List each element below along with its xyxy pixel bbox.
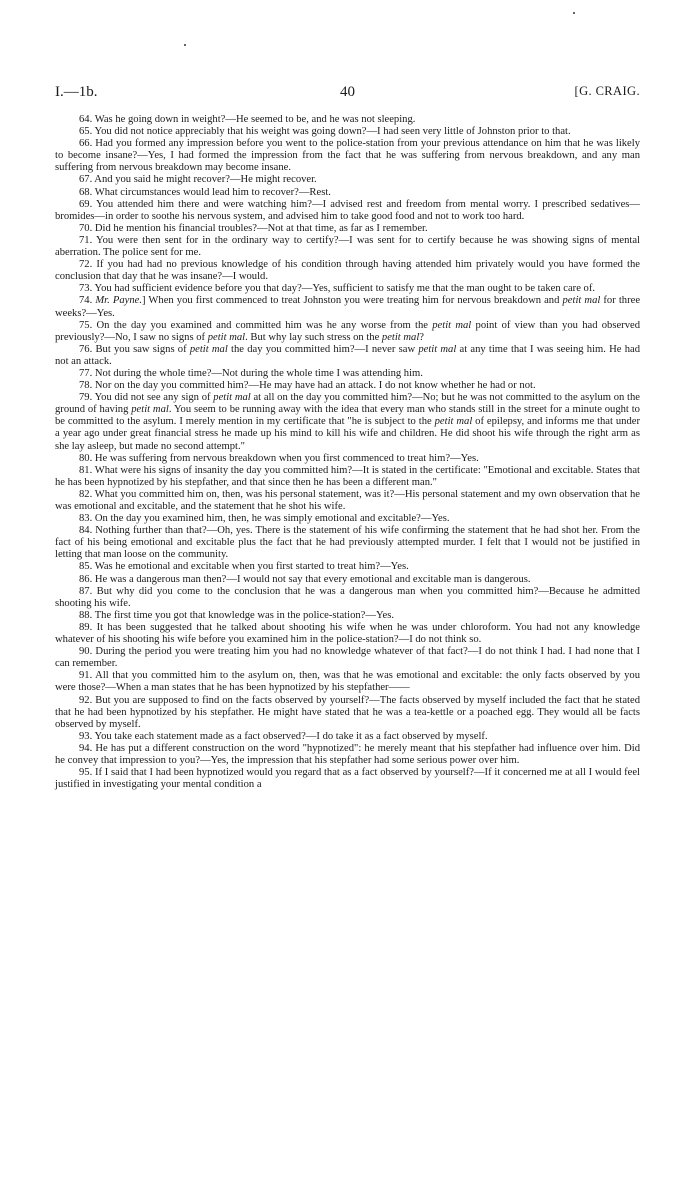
question-73: 73. You had sufficient evidence before you that day?—Yes, sufficient to satisfy me that the man ought to be taken care of. [79, 283, 596, 295]
testimony-body [55, 114, 640, 791]
question-83: 83. On the day you examined him, then, he was simply emotional and excitable?—Yes. [79, 513, 450, 525]
question-66: 66. Had you formed any impression before you went to the police-station from your previous attendance on him that he was likely to become insane?—Yes, I had formed the impression from the fact that he was suffering from nervous breakdown, and any man suffering from nervous breakdown may become insane. [55, 138, 640, 174]
question-80: 80. He was suffering from nervous breakdown when you first commenced to treat him?—Yes. [79, 452, 479, 464]
parliamentary-paper-number: I.—1b. [55, 84, 98, 100]
question-91: 91. All that you committed him to the asylum on, then, was that he was emotional and excitable: the only facts observed by you were those?—When a man states that he has been hypnotized by his stepfather—— [55, 670, 640, 694]
question-86: 86. He was a dangerous man then?—I would not say that every emotional and excitable man is dangerous. [79, 573, 531, 585]
page-header [55, 84, 640, 104]
question-81: 81. What were his signs of insanity the day you committed him?—It is stated in the certificate: "Emotional and excitable. States that he has been hypnotized by his stepfather, and that since then he has been a different man." [55, 464, 640, 488]
question-67: 67. And you said he might recover?—He might recover. [79, 174, 317, 186]
question-74: 74. Mr. Payne.] When you first commenced to treat Johnston you were treating him for nervous breakdown and petit mal for three weeks?—Yes. [55, 295, 641, 319]
question-70: 70. Did he mention his financial troubles?—Not at that time, as far as I remember. [79, 222, 428, 234]
question-75: 75. On the day you examined and committed him was he any worse from the petit mal point of view than you had observed previously?—No, I saw no signs of petit mal. But why lay such stress on the petit mal? [55, 319, 641, 343]
question-88: 88. The first time you got that knowledge was in the police-station?—Yes. [79, 609, 395, 621]
question-85: 85. Was he emotional and excitable when you first started to treat him?—Yes. [79, 561, 409, 573]
question-78: 78. Nor on the day you committed him?—He may have had an attack. I do not know whether he had or not. [79, 380, 536, 392]
question-93: 93. You take each statement made as a fact observed?—I do take it as a fact observed by myself. [79, 730, 488, 742]
question-79: 79. You did not see any sign of petit mal at all on the day you committed him?—No; but he was not committed to the asylum on the ground of having petit mal. You seem to be running away with the idea that every man who stands still in the street for a minute ought to be committed to the asylum. I merely mention in my certificate that "he is subject to the petit mal of epilepsy, and informs me that under a year ago under great financial stress he made up his mind to kill his wife and children. He did shoot his wife through the right arm as she lay asleep, but made no second attempt." [55, 392, 640, 452]
question-94: 94. He has put a different construction on the word "hypnotized": he merely meant that his stepfather had influence over him. Did he convey that impression to you?—Yes, the impression that his stepfather had some serious power over him. [55, 742, 640, 766]
question-64: 64. Was he going down in weight?—He seemed to be, and he was not sleeping. [79, 114, 416, 125]
question-72: 72. If you had had no previous knowledge of his condition through having attended him privately would you have formed the conclusion that day that he was insane?—I would. [55, 259, 640, 283]
question-95: 95. If I said that I had been hypnotized would you regard that as a fact observed by yourself?—If it concerned me at all I would feel justified in investigating your mental condition a [55, 767, 640, 791]
question-71: 71. You were then sent for in the ordinary way to certify?—I was sent for to certify because he was showing signs of mental aberration. The police sent for me. [55, 234, 640, 259]
page-number: 40 [340, 84, 355, 100]
question-89: 89. It has been suggested that he talked about shooting his wife when he was under chloroform. You had not any knowledge whatever of his shooting his wife before you examined him in the police-station?—I do not think so. [55, 621, 640, 646]
question-90: 90. During the period you were treating him you had no knowledge whatever of that fact?—I do not think I had. I had none that I can remember. [55, 646, 640, 670]
question-68: 68. What circumstances would lead him to recover?—Rest. [79, 186, 331, 198]
question-65: 65. You did not notice appreciably that his weight was going down?—I had seen very little of Johnston prior to that. [79, 126, 571, 138]
question-87: 87. But why did you come to the conclusion that he was a dangerous man when you committed him?—Because he admitted shooting his wife. [55, 585, 640, 609]
witness-name: [G. CRAIG. [574, 84, 640, 98]
question-92: 92. But you are supposed to find on the facts observed by yourself?—The facts observed by myself included the fact that he stated that he had been hypnotized by his stepfather. He might have stated that he was a tea-kettle or a poached egg. They would all be facts observed by myself. [55, 694, 640, 730]
print-speck-top [573, 12, 575, 14]
question-69: 69. You attended him there and were watching him?—I advised rest and freedom from mental worry. I prescribed sedatives—bromides—in order to soothe his nervous system, and advised him to take good food and not to work too hard. [55, 198, 640, 222]
question-76: 76. But you saw signs of petit mal the day you committed him?—I never saw petit mal at any time that I was seeing him. He had not an attack. [55, 343, 640, 367]
question-84: 84. Nothing further than that?—Oh, yes. There is the statement of his wife confirming the statement that he had shot her. From the fact of his being emotional and excitable plus the fact that he had previously attempted murder. I felt that I would not be justified in letting that man loose on the community. [55, 525, 640, 561]
question-77: 77. Not during the whole time?—Not during the whole time I was attending him. [79, 367, 423, 379]
question-82: 82. What you committed him on, then, was his personal statement, was it?—His personal statement and my own observation that he was emotional and excitable, and the statement that he shot his wife. [55, 488, 640, 512]
print-speck-upper [184, 44, 186, 46]
